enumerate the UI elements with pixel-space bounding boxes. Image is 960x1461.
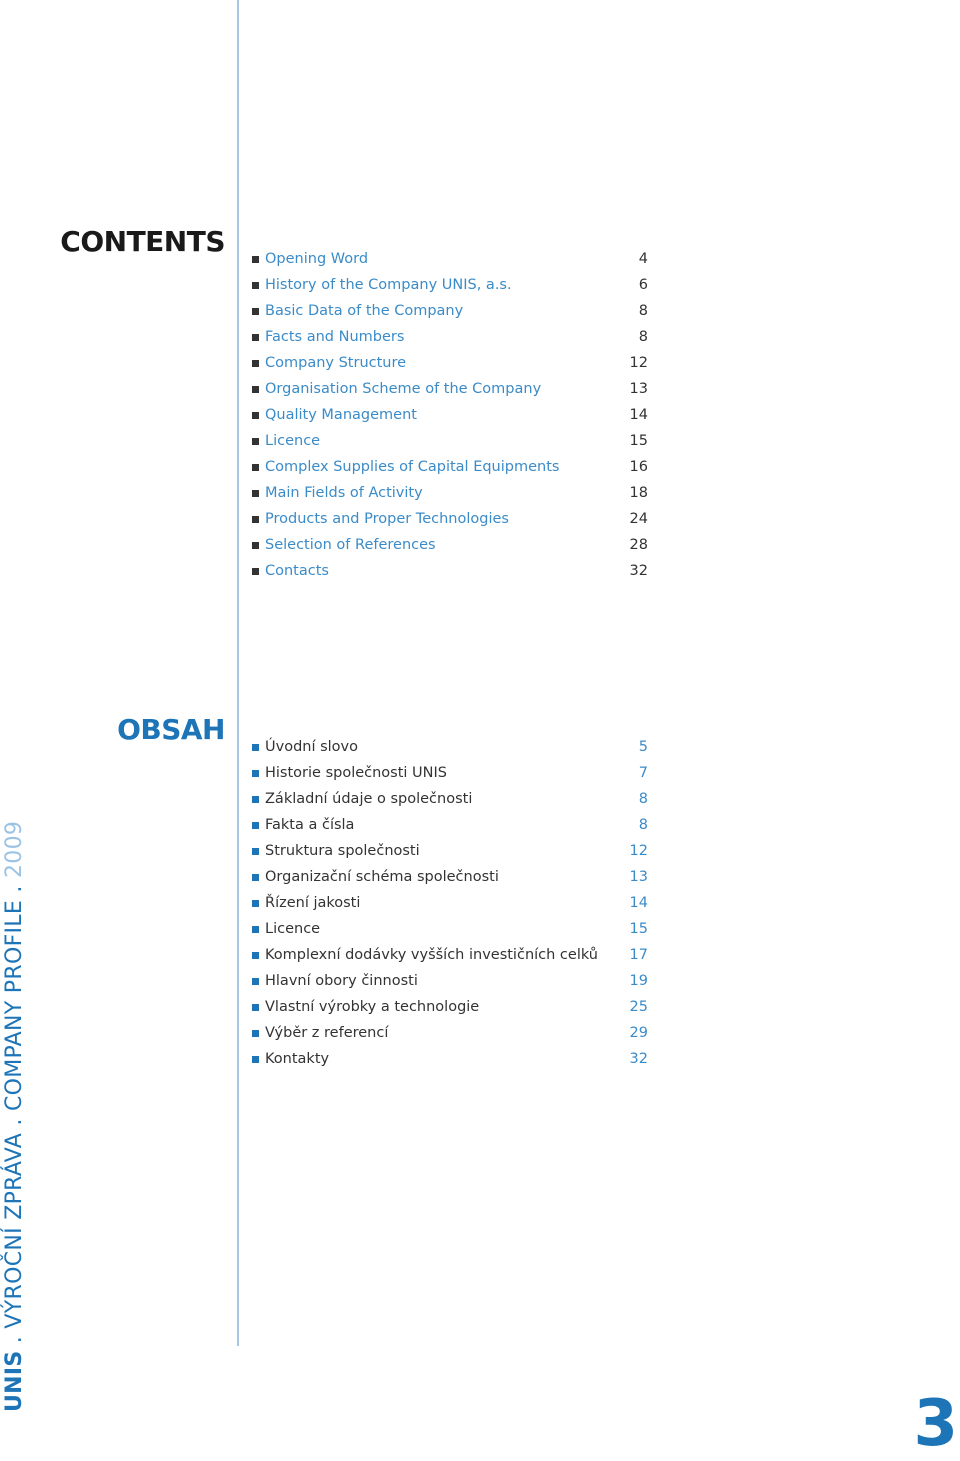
square-bullet-icon — [252, 386, 259, 393]
obsah-item-label: Základní údaje o společnosti — [265, 791, 473, 807]
obsah-item-page: 19 — [629, 973, 648, 989]
obsah-item[interactable] — [250, 1046, 648, 1072]
contents-item-label: Products and Proper Technologies — [265, 511, 509, 527]
contents-item-label: Company Structure — [265, 355, 407, 371]
obsah-item-label: Organizační schéma společnosti — [265, 869, 499, 885]
square-bullet-icon — [252, 978, 259, 985]
contents-item-label: Complex Supplies of Capital Equipments — [265, 459, 560, 475]
obsah-item[interactable] — [250, 942, 648, 968]
contents-item-page: 24 — [629, 511, 648, 527]
contents-item-page: 4 — [638, 251, 648, 267]
contents-item-label: Selection of References — [265, 537, 436, 553]
square-bullet-icon — [252, 1004, 259, 1011]
contents-item[interactable] — [250, 428, 648, 454]
obsah-item-label: Vlastní výrobky a technologie — [265, 999, 480, 1015]
spine-brand: UNIS — [2, 1350, 27, 1412]
obsah-item[interactable] — [250, 812, 648, 838]
contents-item-page: 14 — [629, 407, 648, 423]
square-bullet-icon — [252, 770, 259, 777]
contents-item-page: 8 — [638, 329, 648, 345]
contents-item[interactable] — [250, 272, 648, 298]
obsah-title: OBSAH — [117, 713, 225, 746]
square-bullet-icon — [252, 412, 259, 419]
contents-item-page: 16 — [629, 459, 648, 475]
obsah-item[interactable] — [250, 760, 648, 786]
obsah-item-page: 17 — [629, 947, 648, 963]
obsah-item-label: Úvodní slovo — [265, 739, 359, 755]
spine-text — [2, 821, 28, 1412]
contents-item[interactable] — [250, 558, 648, 584]
square-bullet-icon — [252, 952, 259, 959]
obsah-item[interactable] — [250, 968, 648, 994]
obsah-item-page: 7 — [638, 765, 648, 781]
contents-item[interactable] — [250, 298, 648, 324]
contents-item-label: Main Fields of Activity — [265, 485, 423, 501]
obsah-item-label: Historie společnosti UNIS — [265, 765, 447, 781]
square-bullet-icon — [252, 516, 259, 523]
obsah-item[interactable] — [250, 916, 648, 942]
contents-item[interactable] — [250, 376, 648, 402]
obsah-item-label: Hlavní obory činnosti — [265, 973, 418, 989]
contents-item[interactable] — [250, 324, 648, 350]
contents-item-page: 6 — [638, 277, 648, 293]
obsah-item[interactable] — [250, 838, 648, 864]
contents-item-label: Organisation Scheme of the Company — [265, 381, 542, 397]
contents-item[interactable] — [250, 246, 648, 272]
square-bullet-icon — [252, 900, 259, 907]
contents-item-page: 28 — [629, 537, 648, 553]
obsah-item-page: 12 — [629, 843, 648, 859]
contents-item-page: 15 — [629, 433, 648, 449]
contents-item-page: 8 — [638, 303, 648, 319]
contents-item-label: Licence — [265, 433, 321, 449]
obsah-item[interactable] — [250, 1020, 648, 1046]
obsah-item[interactable] — [250, 994, 648, 1020]
obsah-item-page: 13 — [629, 869, 648, 885]
square-bullet-icon — [252, 874, 259, 881]
contents-item[interactable] — [250, 532, 648, 558]
contents-item-page: 12 — [629, 355, 648, 371]
obsah-list — [250, 734, 648, 1072]
square-bullet-icon — [252, 1030, 259, 1037]
obsah-item-page: 32 — [629, 1051, 648, 1067]
obsah-item-page: 8 — [638, 817, 648, 833]
obsah-item-page: 14 — [629, 895, 648, 911]
obsah-item-label: Struktura společnosti — [265, 843, 420, 859]
square-bullet-icon — [252, 542, 259, 549]
obsah-item-label: Řízení jakosti — [265, 895, 361, 911]
obsah-item-page: 25 — [629, 999, 648, 1015]
obsah-item-label: Fakta a čísla — [265, 817, 355, 833]
spine-separator: . — [2, 1328, 27, 1351]
obsah-item[interactable] — [250, 734, 648, 760]
spine-separator-2: . — [2, 878, 27, 900]
vertical-divider — [237, 0, 239, 1346]
contents-item-label: Contacts — [265, 563, 329, 579]
contents-list — [250, 246, 648, 584]
contents-item[interactable] — [250, 454, 648, 480]
square-bullet-icon — [252, 308, 259, 315]
obsah-item[interactable] — [250, 864, 648, 890]
spine-title: VÝROČNÍ ZPRÁVA . COMPANY PROFILE — [2, 899, 27, 1329]
contents-item[interactable] — [250, 350, 648, 376]
spine-year: 2009 — [2, 820, 27, 879]
square-bullet-icon — [252, 334, 259, 341]
square-bullet-icon — [252, 848, 259, 855]
contents-item-page: 32 — [629, 563, 648, 579]
obsah-item[interactable] — [250, 786, 648, 812]
square-bullet-icon — [252, 490, 259, 497]
obsah-item[interactable] — [250, 890, 648, 916]
square-bullet-icon — [252, 796, 259, 803]
page-number: 3 — [913, 1387, 958, 1461]
contents-item-label: Basic Data of the Company — [265, 303, 464, 319]
contents-item[interactable] — [250, 506, 648, 532]
obsah-item-page: 15 — [629, 921, 648, 937]
contents-item[interactable] — [250, 402, 648, 428]
obsah-item-page: 8 — [638, 791, 648, 807]
contents-item-label: History of the Company UNIS, a.s. — [265, 277, 512, 293]
obsah-item-label: Licence — [265, 921, 321, 937]
contents-item-page: 13 — [629, 381, 648, 397]
square-bullet-icon — [252, 1056, 259, 1063]
contents-item-label: Facts and Numbers — [265, 329, 405, 345]
obsah-item-label: Komplexní dodávky vyšších investičních celků — [265, 947, 598, 963]
square-bullet-icon — [252, 282, 259, 289]
square-bullet-icon — [252, 926, 259, 933]
obsah-item-label: Kontakty — [265, 1051, 330, 1067]
obsah-item-label: Výběr z referencí — [265, 1025, 389, 1041]
square-bullet-icon — [252, 438, 259, 445]
obsah-item-page: 5 — [638, 739, 648, 755]
contents-title: CONTENTS — [60, 225, 225, 258]
contents-item-label: Quality Management — [265, 407, 417, 423]
square-bullet-icon — [252, 256, 259, 263]
contents-item[interactable] — [250, 480, 648, 506]
obsah-item-page: 29 — [629, 1025, 648, 1041]
square-bullet-icon — [252, 744, 259, 751]
contents-item-label: Opening Word — [265, 251, 369, 267]
square-bullet-icon — [252, 822, 259, 829]
contents-item-page: 18 — [629, 485, 648, 501]
square-bullet-icon — [252, 464, 259, 471]
square-bullet-icon — [252, 360, 259, 367]
square-bullet-icon — [252, 568, 259, 575]
